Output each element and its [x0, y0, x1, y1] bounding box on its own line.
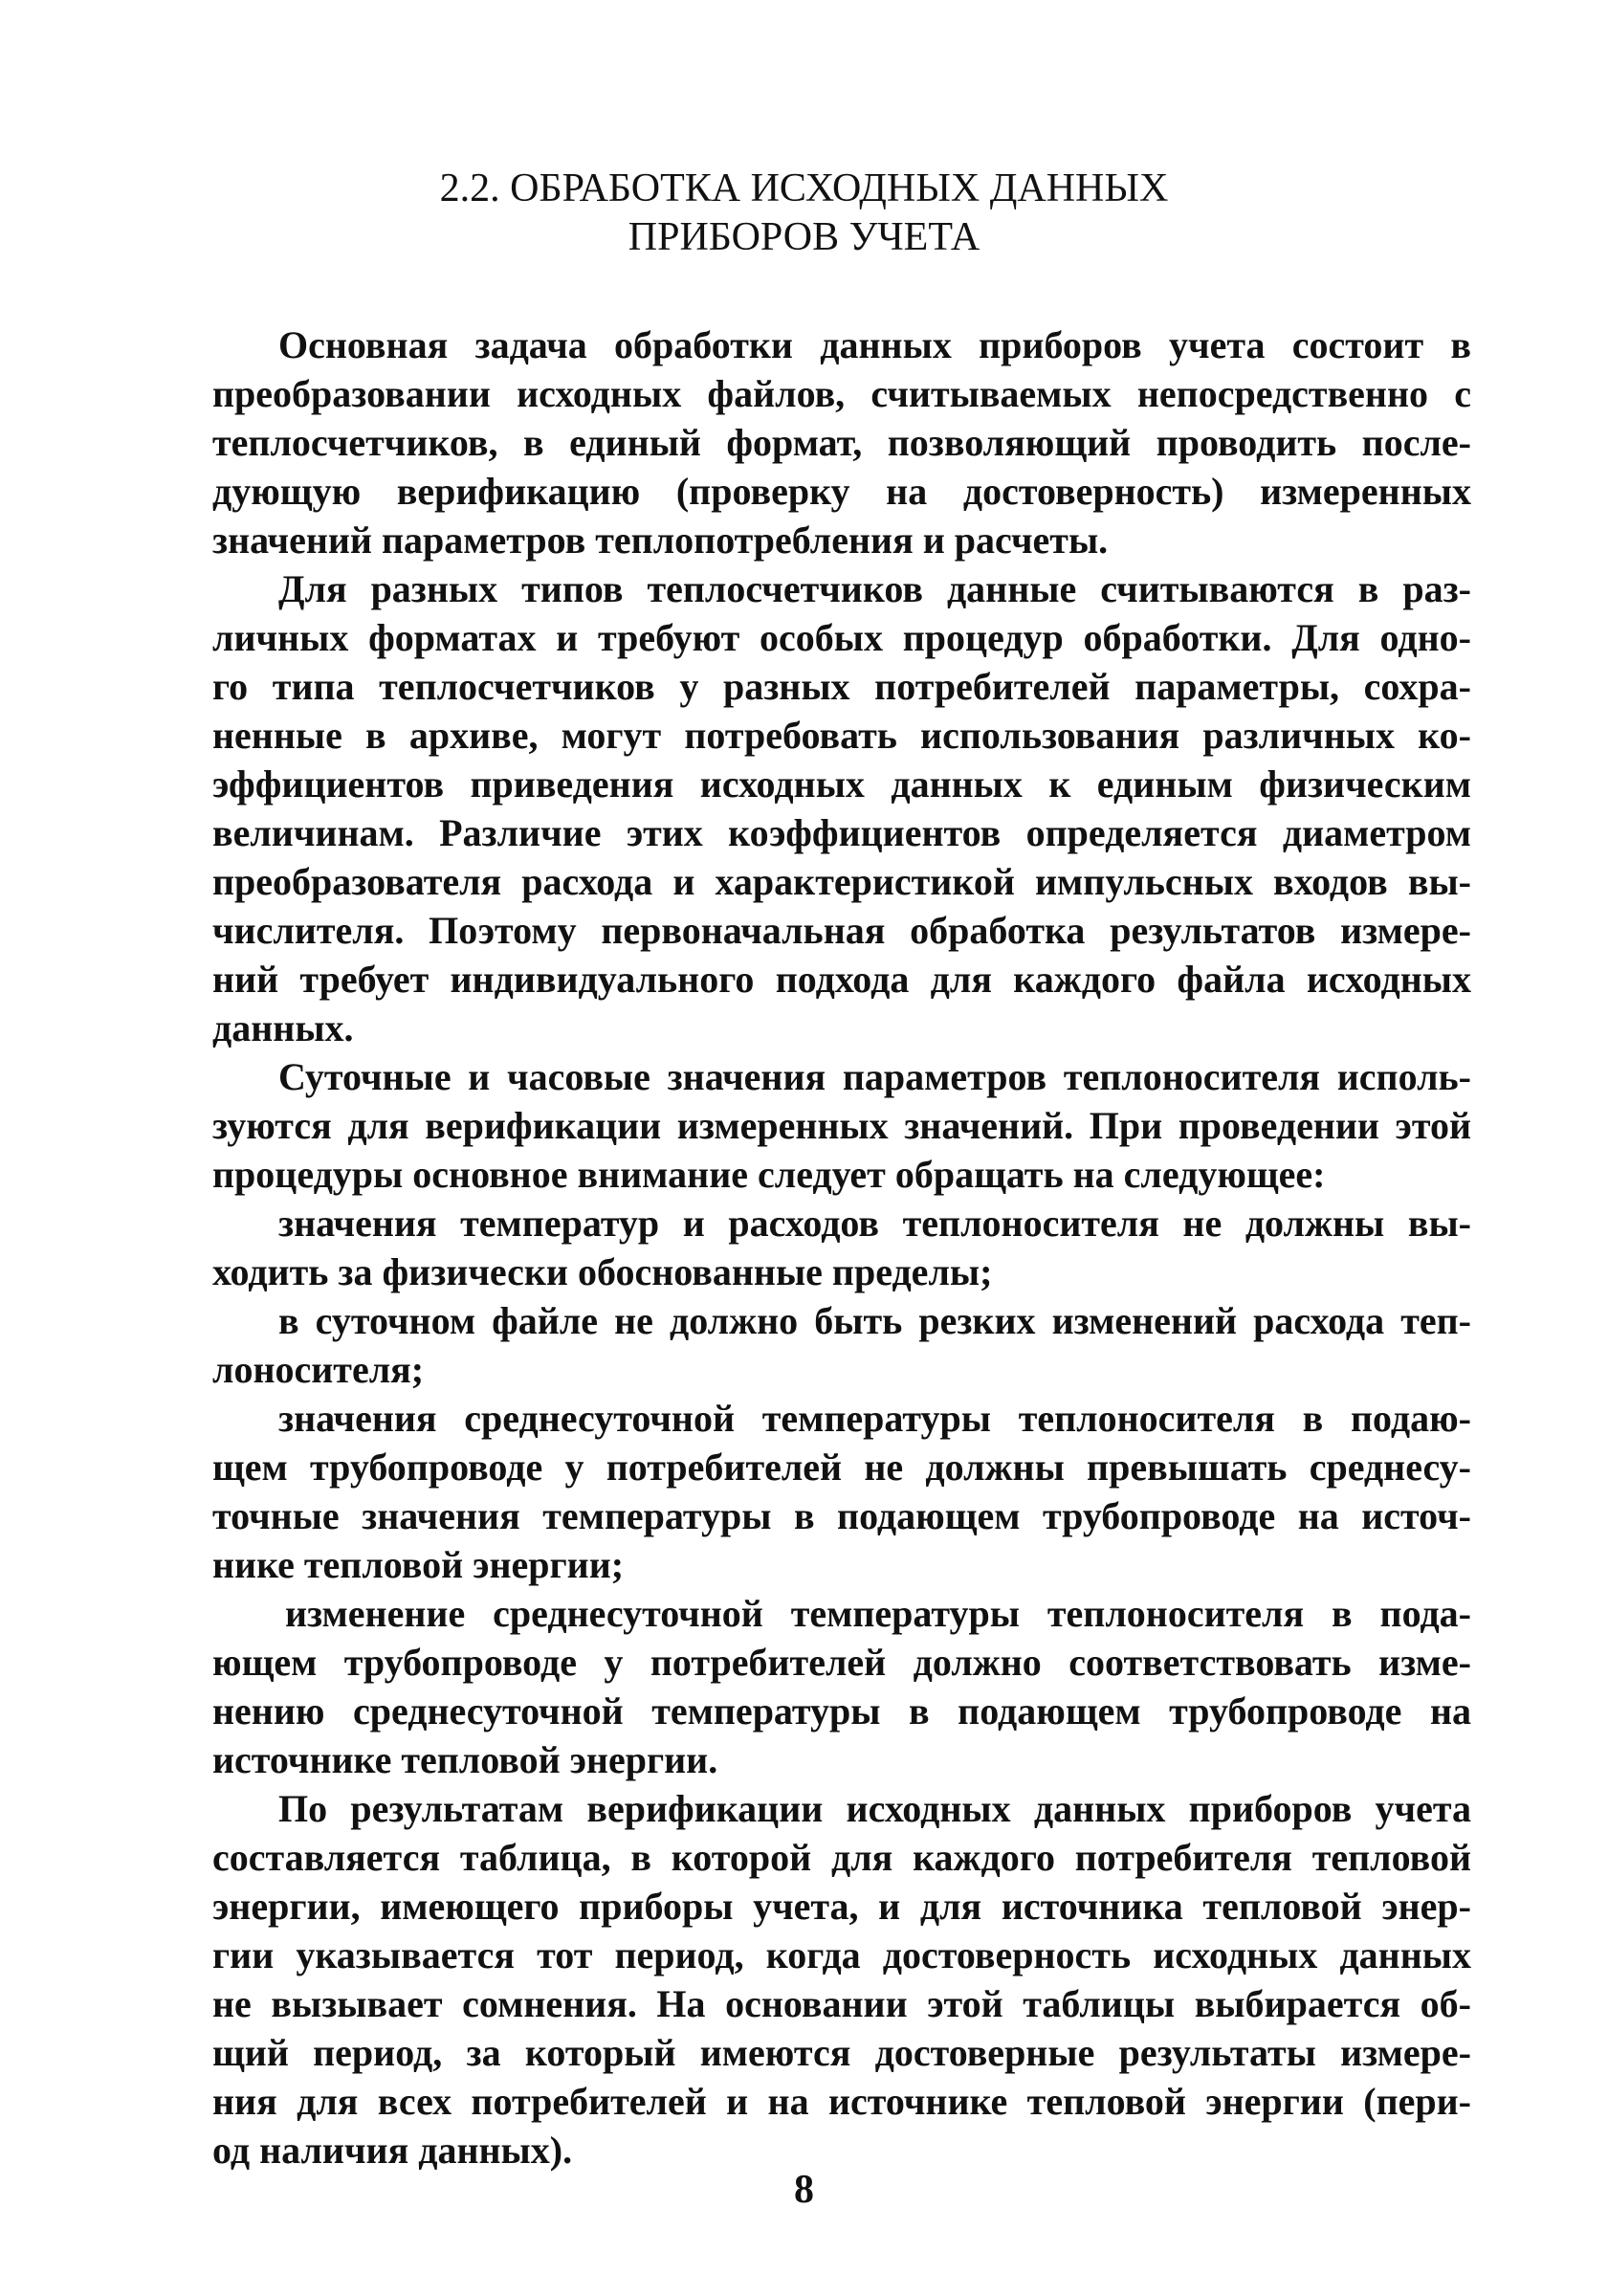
page-number: 8 — [794, 2168, 814, 2212]
text-line: ний требует индивидуального подхода для каждого файла исходных — [212, 958, 1471, 1001]
text-line: щем трубопроводе у потребителей не должны превышать среднесу- — [212, 1446, 1471, 1489]
text-line: источнике тепловой энергии. — [212, 1738, 718, 1781]
text-line: энергии, имеющего приборы учета, и для источника тепловой энер- — [212, 1885, 1471, 1928]
text-line: нике тепловой энергии; — [212, 1543, 625, 1586]
section-title-line: ПРИБОРОВ УЧЕТА — [628, 215, 980, 259]
text-line: изменение среднесуточной температуры теплоносителя в пода- — [285, 1592, 1471, 1635]
paragraph — [212, 1394, 1471, 1589]
text-line: дующую верификацию (проверку на достоверность) измеренных — [212, 470, 1471, 513]
paragraph — [212, 1296, 1471, 1394]
text-line: в суточном файле не должно быть резких изменений расхода теп- — [278, 1299, 1471, 1342]
text-line: величинам. Различие этих коэффициентов определяется диаметром — [212, 811, 1471, 854]
text-line: числителя. Поэтому первоначальная обработка результатов измере- — [212, 909, 1471, 952]
text-line: ющем трубопроводе у потребителей должно соответствовать изме- — [212, 1641, 1471, 1684]
paragraph — [212, 564, 1471, 1052]
text-line: значения температур и расходов теплоносителя не должны вы- — [278, 1202, 1471, 1245]
text-line: ния для всех потребителей и на источнике тепловой энергии (пери- — [212, 2080, 1471, 2123]
section-title — [0, 165, 1608, 262]
text-line: не вызывает сомнения. На основании этой таблицы выбирается об- — [212, 1982, 1471, 2025]
text-line: го типа теплосчетчиков у разных потребителей параметры, сохра- — [212, 665, 1471, 708]
text-line: од наличия данных). — [212, 2129, 573, 2172]
text-line: теплосчетчиков, в единый формат, позволяющий проводить после- — [212, 421, 1471, 464]
text-line: значения среднесуточной температуры теплоносителя в подаю- — [278, 1397, 1471, 1440]
text-line: преобразовании исходных файлов, считываемых непосредственно с — [212, 372, 1471, 415]
text-line: ходить за физически обоснованные пределы; — [212, 1250, 993, 1293]
body-text — [212, 320, 1471, 2175]
text-line: щий период, за который имеются достоверные результаты измере- — [212, 2031, 1471, 2074]
text-line: точные значения температуры в подающем трубопроводе на источ- — [212, 1494, 1471, 1537]
text-line: зуются для верификации измеренных значений. При проведении этой — [212, 1104, 1471, 1147]
text-line: Для разных типов теплосчетчиков данные считываются в раз- — [278, 567, 1471, 610]
paragraph — [212, 320, 1471, 564]
paragraph — [212, 1784, 1471, 2175]
text-line: данных. — [212, 1006, 354, 1049]
paragraph — [212, 1052, 1471, 1199]
text-line: Суточные и часовые значения параметров теплоносителя исполь- — [278, 1055, 1471, 1098]
text-line: ненные в архиве, могут потребовать использования различных ко- — [212, 714, 1471, 757]
section-title-line: 2.2. ОБРАБОТКА ИСХОДНЫХ ДАННЫХ — [439, 166, 1169, 210]
text-line: нению среднесуточной температуры в подающем трубопроводе на — [212, 1689, 1471, 1733]
text-line: лоносителя; — [212, 1348, 425, 1391]
text-line: процедуры основное внимание следует обращать на следующее: — [212, 1153, 1326, 1196]
text-line: значений параметров теплопотребления и расчеты. — [212, 519, 1109, 562]
paragraph — [212, 1589, 1471, 1784]
text-line: гии указывается тот период, когда достоверность исходных данных — [212, 1933, 1471, 1976]
text-line: составляется таблица, в которой для каждого потребителя тепловой — [212, 1836, 1471, 1879]
text-line: По результатам верификации исходных данных приборов учета — [278, 1787, 1471, 1830]
text-line: преобразователя расхода и характеристикой импульсных входов вы- — [212, 860, 1471, 903]
text-line: личных форматах и требуют особых процедур обработки. Для одно- — [212, 616, 1471, 659]
text-line: эффициентов приведения исходных данных к единым физическим — [212, 762, 1471, 806]
text-line: Основная задача обработки данных приборов учета состоит в — [278, 323, 1471, 366]
paragraph — [212, 1199, 1471, 1296]
